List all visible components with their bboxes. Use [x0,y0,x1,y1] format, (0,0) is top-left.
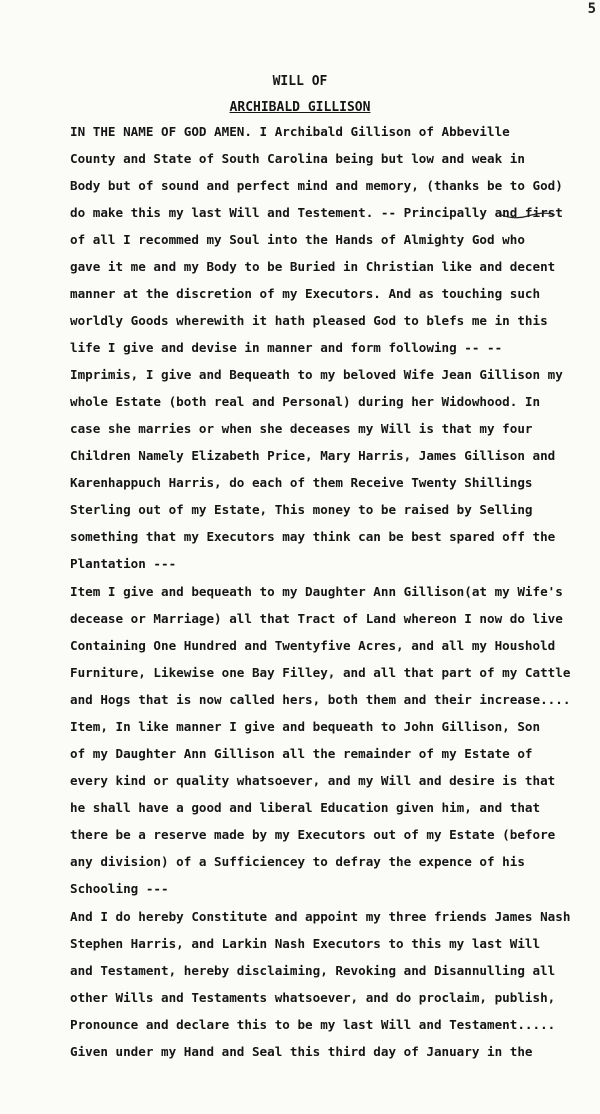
body-line: and Hogs that is now called hers, both them and their increase.... [70,692,571,707]
body-line: other Wills and Testaments whatsoever, and do proclaim, publish, [70,990,556,1005]
body-line: whole Estate (both real and Personal) during her Widowhood. In [70,394,541,409]
body-line: something that my Executors may think can be best spared off the [70,529,556,544]
body-line: County and State of South Carolina being but low and weak in [70,151,525,166]
body-line: he shall have a good and liberal Education given him, and that [70,800,541,815]
handwritten-underline-mark [498,210,556,220]
body-line: of all I recommed my Soul into the Hands of Almighty God who [70,232,525,247]
body-line: decease or Marriage) all that Tract of Land whereon I now do live [70,611,563,626]
body-line: every kind or quality whatsoever, and my Will and desire is that [70,773,556,788]
body-line: any division) of a Sufficiencey to defray the expence of his [70,854,525,869]
page-number: 5 [587,1,596,17]
body-line: Stephen Harris, and Larkin Nash Executors to this my last Will [70,936,541,951]
body-line: manner at the discretion of my Executors. And as touching such [70,286,541,301]
body-line: Body but of sound and perfect mind and memory, (thanks be to God) [70,178,563,193]
body-line: Imprimis, I give and Bequeath to my beloved Wife Jean Gillison my [70,367,563,382]
body-line: Karenhappuch Harris, do each of them Receive Twenty Shillings [70,475,533,490]
body-line: Schooling --- [70,881,169,896]
testator-name-heading: ARCHIBALD GILLISON [229,100,371,115]
body-line: Sterling out of my Estate, This money to be raised by Selling [70,502,533,517]
body-line: Given under my Hand and Seal this third day of January in the [70,1044,533,1059]
body-line: worldly Goods wherewith it hath pleased God to blefs me in this [70,313,548,328]
body-line: life I give and devise in manner and form following -- -- [70,340,503,355]
body-line: do make this my last Will and Testement. -- Principally and first [70,205,563,220]
body-line: and Testament, hereby disclaiming, Revoking and Disannulling all [70,963,556,978]
body-line: Item I give and bequeath to my Daughter Ann Gillison(at my Wife's [70,584,563,599]
document-title: WILL OF [272,74,328,89]
body-line: Containing One Hundred and Twentyfive Acres, and all my Houshold [70,638,556,653]
body-line: Plantation --- [70,556,177,571]
body-line: gave it me and my Body to be Buried in Christian like and decent [70,259,556,274]
body-line: IN THE NAME OF GOD AMEN. I Archibald Gillison of Abbeville [70,124,510,139]
body-line: Children Namely Elizabeth Price, Mary Harris, James Gillison and [70,448,556,463]
body-line: Furniture, Likewise one Bay Filley, and all that part of my Cattle [70,665,571,680]
body-line: of my Daughter Ann Gillison all the remainder of my Estate of [70,746,533,761]
body-line: Item, In like manner I give and bequeath to John Gillison, Son [70,719,541,734]
body-line: case she marries or when she deceases my Will is that my four [70,421,533,436]
body-line: And I do hereby Constitute and appoint my three friends James Nash [70,909,571,924]
body-line: there be a reserve made by my Executors out of my Estate (before [70,827,556,842]
body-line: Pronounce and declare this to be my last Will and Testament..... [70,1017,556,1032]
